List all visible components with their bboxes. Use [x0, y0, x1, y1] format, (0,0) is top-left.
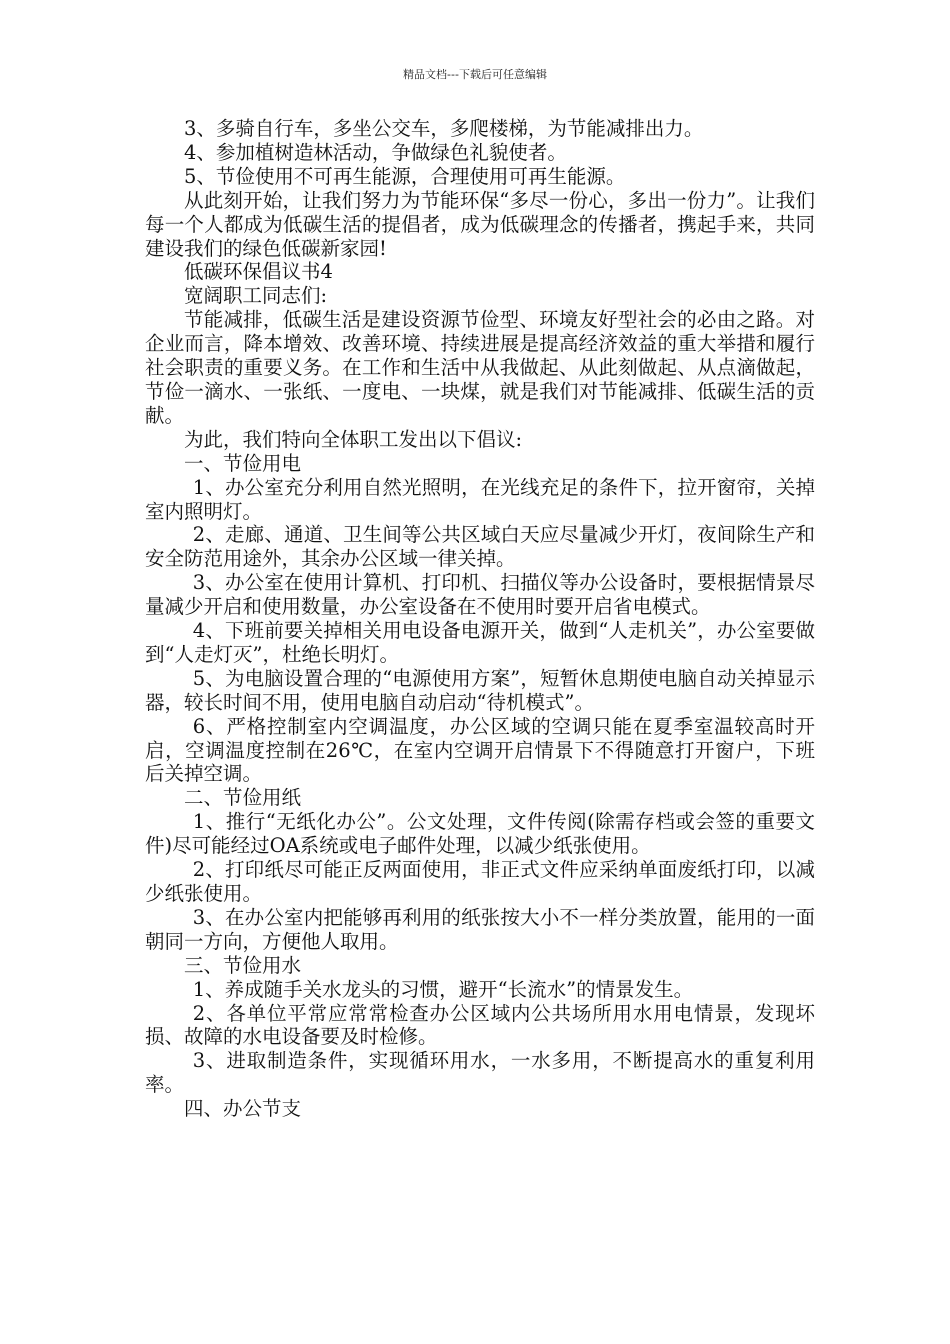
electricity-item-5: 5、为电脑设置合理的“电源使用方案”，短暂休息期使电脑自动关掉显示器，较长时间不用，使用电脑自动启动“待机模式”。	[145, 666, 815, 714]
water-item-1: 1、养成随手关水龙头的习惯，避开“长流水”的情景发生。	[192, 977, 694, 1001]
water-item-3: 3、进取制造条件，实现循环用水，一水多用，不断提高水的重复利用率。	[145, 1049, 815, 1097]
page-header: 精品文档---下载后可任意编辑	[403, 68, 547, 81]
electricity-item-3: 3、办公室在使用计算机、打印机、扫描仪等办公设备时，要根据情景尽量减少开启和使用数量，办公室设备在不使用时要开启省电模式。	[145, 571, 815, 619]
paper-item-3: 3、在办公室内把能够再利用的纸张按大小不一样分类放置，能用的一面朝同一方向，方便他人取用。	[145, 905, 815, 953]
water-item-2: 2、各单位平常应常常检查办公区域内公共场所用水用电情景，发现坏损、故障的水电设备要及时检修。	[145, 1001, 815, 1049]
electricity-item-4: 4、下班前要关掉相关用电设备电源开关，做到“人走机关”，办公室要做到“人走灯灭”，杜绝长明灯。	[145, 619, 815, 666]
heading-electricity: 一、节俭用电	[184, 451, 302, 475]
heading-water: 三、节俭用水	[184, 953, 302, 977]
paragraph-proposal: 为此，我们特向全体职工发出以下倡议:	[184, 427, 523, 451]
paragraph-intro: 节能减排，低碳生活是建设资源节俭型、环境友好型社会的必由之路。对企业而言，降本增效、改善环境、持续进展是提高经济效益的重大举措和履行社会职责的重要义务。在工作和生活中从我做起、从此刻做起、从点滴做起，节俭一滴水、一张纸、一度电、一块煤，就是我们对节能减排、低碳生活的贡献。	[145, 308, 815, 427]
document-body	[145, 117, 815, 1121]
paragraph-1: 3、多骑自行车，多坐公交车，多爬楼梯，为节能减排出力。	[184, 117, 704, 140]
paragraph-2: 4、参加植树造林活动，争做绿色礼貌使者。	[184, 140, 567, 164]
paper-item-1: 1、推行“无纸化办公”。公文处理，文件传阅(除需存档或会签的重要文件)尽可能经过OA系统或电子邮件处理，以减少纸张使用。	[145, 810, 815, 858]
heading-office: 四、办公节支	[184, 1097, 302, 1121]
paragraph-3: 5、节俭使用不可再生能源，合理使用可再生能源。	[184, 164, 626, 188]
salutation: 宽阔职工同志们:	[184, 284, 328, 308]
electricity-item-1: 1、办公室充分利用自然光照明，在光线充足的条件下，拉开窗帘，关掉室内照明灯。	[145, 475, 815, 523]
electricity-item-6: 6、严格控制室内空调温度，办公区域的空调只能在夏季室温较高时开启，空调温度控制在26℃，在室内空调开启情景下不得随意打开窗户，下班后关掉空调。	[145, 714, 815, 786]
section-title: 低碳环保倡议书4	[184, 260, 333, 284]
electricity-item-2: 2、走廊、通道、卫生间等公共区域白天应尽量减少开灯，夜间除生产和安全防范用途外，其余办公区域一律关掉。	[145, 523, 815, 571]
paragraph-4: 从此刻开始，让我们努力为节能环保“多尽一份心，多出一份力”。让我们每一个人都成为低碳生活的提倡者，成为低碳理念的传播者，携起手来，共同建设我们的绿色低碳新家园!	[145, 188, 815, 260]
paper-item-2: 2、打印纸尽可能正反两面使用，非正式文件应采纳单面废纸打印，以减少纸张使用。	[145, 858, 815, 905]
heading-paper: 二、节俭用纸	[184, 786, 302, 810]
